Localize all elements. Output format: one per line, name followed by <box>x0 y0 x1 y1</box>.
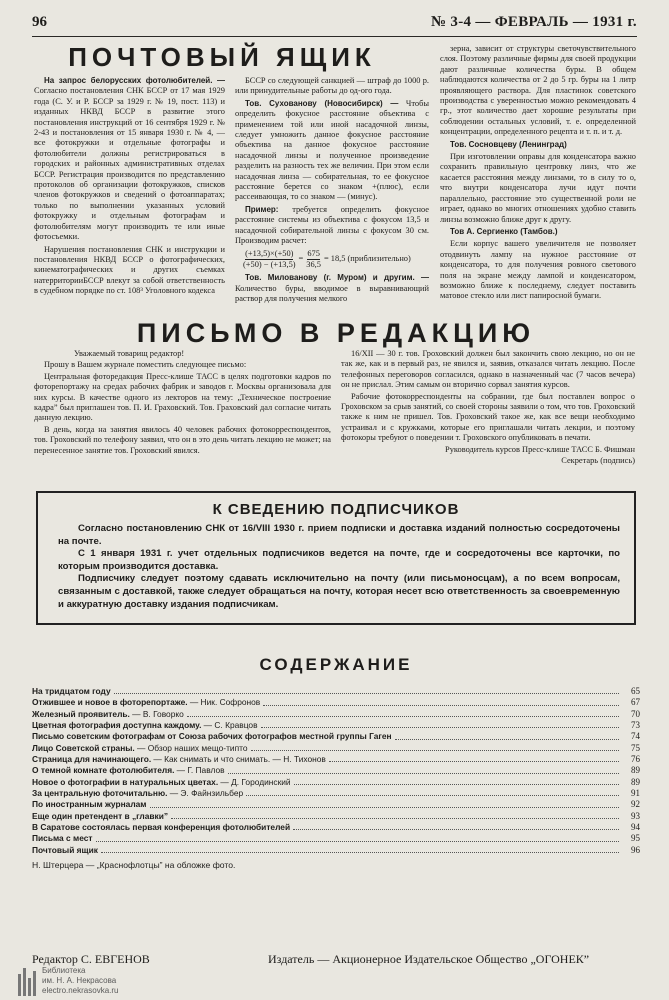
mailbox-column-1 <box>34 76 225 314</box>
library-url: electro.nekrasovka.ru <box>42 986 119 995</box>
contents-item-page: 94 <box>631 822 640 833</box>
letter-salutation: Уважаемый товарищ редактор! <box>74 349 185 358</box>
contents-leader-dots <box>150 799 620 807</box>
contents-item-page: 91 <box>631 788 640 799</box>
mailbox-answer-text: При изготовлении оправы для конденсатора важно сохранить правильную центровку линз, что же касается расстояния между линзами, то в силу то о, что внутри конденсатора лучи идут почти параллельно, расстояние это существенной роли не играет, однако во многих отношениях удобно ставить линзы возможно ближе друг к другу. <box>440 152 636 224</box>
contents-item-author: — Э. Файнзильбер <box>169 788 244 799</box>
letter-paragraph: В день, когда на занятия явилось 40 человек рабочих фотокорреспондентов, тов. Гроховский по телефону заявил, что он в это день читать лекцию не может; на перенесенное занятие тов. Гроховский явился. <box>34 424 331 455</box>
contents-item-author: — С. Кравцов <box>203 720 258 731</box>
contents-item <box>32 731 640 742</box>
mailbox-answer-lead: Пример: <box>245 204 279 214</box>
contents-item-title: Новое о фотографии в натуральных цветах. <box>32 776 219 787</box>
mailbox-column-2 <box>235 76 429 314</box>
editor-credit: Редактор С. ЕВГЕНОВ <box>32 952 150 966</box>
letter-paragraph: Рабочие фотокорреспонденты на собрании, где был поставлен вопрос о Гроховском за срыв занятий, со своей стороны заявили о том, что тов. Гроховский также к ним не пришел. Тов. Гроховский такое же, как все вещи необходимо устраивал и с кружками, которые его приглашали читать лекции, и поэтому фотокоры требуют о поведении т. Гроховского опубликовать в печати. <box>341 391 635 443</box>
publisher-credit: Издатель — Акционерное Издательское Общество „ОГОНЕК” <box>268 952 590 966</box>
mailbox-answer-text: Согласно постановления СНК БССР от 17 мая 1929 года (С. У. и Р. БССР за 1929 г. № 19, пост. 113) и изданных НКВД БССР в развитие этого постановления инструкций от 16 сентября 1929 г. № 2-43 и постановления от 15 января 1930 г. № 4, — все фотокружки и отдельные фотографы и фотолюбители должны регистрироваться в городских и районных административных отделах БССР. Регистрация производится по представлению протоколов об организации фотокружков, списков членов фотокружков и сведений о фотоаппаратах; только по выполнении указанных условий фотокружку и отдельным фотографам и фотолюбителям могут производить те или иные фотосъемки. <box>34 86 225 242</box>
contents-item-title: Отжившее и новое в фоторепортаже. <box>32 697 188 708</box>
contents-leader-dots <box>263 697 619 705</box>
contents-leader-dots <box>171 811 619 819</box>
contents-item-title: По иностранным журналам <box>32 799 147 810</box>
notice-paragraph: Согласно постановлению СНК от 16/VIII 1930 г. прием подписки и доставка изданий полностью сосредоточены на почте. <box>58 523 620 547</box>
lens-formula: $\frac{(+13,5)\times(+50)}{(+50) - (+13,5)}$ = $\frac{675}{36,5}$ = 18,5 (приблизительно) <box>243 248 411 269</box>
mailbox-answer-lead: Тов. Милованову (г. Муром) и другим. — <box>245 273 429 283</box>
letter-signature: Секретарь (подпись) <box>561 456 635 466</box>
mailbox-answer-lead: На запрос белорусских фотолюбителей. — <box>44 76 225 85</box>
letter-title: ПИСЬМО В РЕДАКЦИЮ <box>136 318 536 348</box>
contents-item-author: — Ник. Софронов <box>189 697 261 708</box>
contents-item-page: 65 <box>631 686 640 696</box>
cover-note: Н. Штерцера — „Краснофлотцы” на обложке фото. <box>32 860 236 870</box>
contents-item-author: — В. Говорко <box>132 708 184 719</box>
library-name-line-2: им. Н. А. Некрасова <box>42 976 117 985</box>
contents-leader-dots <box>96 833 619 841</box>
mailbox-answer-lead: Тов. Сухованову (Новосибирск) — <box>245 98 399 108</box>
contents-item <box>32 788 640 799</box>
letter-column-right <box>341 349 635 479</box>
contents-item-title: На тридцатом году <box>32 686 111 696</box>
contents-leader-dots <box>261 720 619 728</box>
formula-denominator: (+50) − (+13,5) <box>243 259 296 269</box>
formula-fraction-denominator: 36,5 <box>306 259 321 269</box>
contents-item <box>32 811 640 822</box>
contents-item-page: 92 <box>631 799 640 810</box>
contents-item-title: О темной комнате фотолюбителя. <box>32 765 175 776</box>
contents-item-title: Почтовый ящик <box>32 844 98 855</box>
letter-paragraph: Центральная фоторедакция Пресс-клише ТАСС в целях подготовки кадров по фоторепортажу на средах рабочих фабрик и заводов г. Москвы организовала для них курсы. В качестве одного из лекторов на тему: „Техническое построение кадра” был приглашен тов. П. И. Граховский. Тов. Граховский дал согласие читать данную лекцию. <box>34 371 331 423</box>
contents-item-page: 70 <box>631 708 640 719</box>
subscribers-notice-box <box>36 491 636 625</box>
mailbox-answer-text: Чтобы определить фокусное расстояние объектива с применением той или иной насадочной линзы, следует умножить данное фокусное расстояние объектива на данное фокусное расстояние насадочной линзы и полученное произведение разделить на разность тех же величин. При этом если насадочная линза — собирательная, то ее фокусное расстояние берется со знаком +(плюс), если рассеивающая, то со знаком — (минус). <box>235 98 429 202</box>
contents-item <box>32 777 640 788</box>
contents-item-title: Страница для начинающего. <box>32 754 152 765</box>
contents-leader-dots <box>294 777 619 785</box>
letter-column-left <box>34 349 331 474</box>
contents-item <box>32 709 640 720</box>
contents-item-title: Письмо советским фотографам от Союза рабочих фотографов местной группы Гаген <box>32 731 392 742</box>
contents-leader-dots <box>329 754 619 762</box>
contents-leader-dots <box>395 731 619 739</box>
contents-item <box>32 799 640 810</box>
contents-item-author: — Как снимать и что снимать. — Н. Тихонов <box>153 754 326 765</box>
contents-item-page: 96 <box>631 844 640 855</box>
mailbox-answer-lead: Тов. Сосновцеву (Ленинград) <box>450 139 567 149</box>
contents-item-page: 89 <box>631 765 640 776</box>
mailbox-title: ПОЧТОВЫЙ ЯЩИК <box>68 42 376 72</box>
contents-leader-dots <box>101 845 619 853</box>
contents-item-page: 89 <box>631 776 640 787</box>
contents-item-page: 67 <box>631 697 640 708</box>
formula-fraction-numerator: 675 <box>307 249 320 260</box>
mailbox-answer-text: БССР со следующей санкцией — штраф до 1000 р. или принудительные работы до од-ого года. <box>235 76 429 96</box>
contents-item <box>32 845 640 856</box>
contents-leader-dots <box>228 765 619 773</box>
contents-item-author: — Д. Городинский <box>220 776 291 787</box>
mailbox-answer-text: Нарушения постановления СНК и инструкции и постановления НКВД БССР о фотографических, кинематографических и других съемках натерриторииБССР влекут за собой ответственность в судебном порядке по ст. 108³ Уголовного кодекса <box>34 244 225 296</box>
page-number: 96 <box>32 14 47 30</box>
contents-item <box>32 697 640 708</box>
library-name: Библиотека <box>42 966 86 975</box>
contents-list <box>32 686 640 856</box>
contents-item-author: — Г. Павлов <box>176 765 225 776</box>
contents-item-title: Лицо Советской страны. <box>32 742 135 753</box>
contents-item <box>32 720 640 731</box>
contents-item-author: — Обзор наших мещо-типто <box>137 742 248 753</box>
contents-leader-dots <box>187 709 619 717</box>
mailbox-answer-text: требуется определить фокусное расстояние системы из объектива с фокусом 13,5 и насадочной собирательной линзы с фокусом 30 см. Производим расчет: <box>235 204 429 246</box>
contents-item-page: 75 <box>631 742 640 753</box>
contents-title: СОДЕРЖАНИЕ <box>259 655 413 674</box>
contents-item-page: 93 <box>631 810 640 821</box>
notice-body <box>58 523 620 611</box>
mailbox-answer-text: Если корпус вашего увеличителя не позволяет отодвинуть лампу на нужное расстояние от конденсатора, то для получения ровного светового поля на экране между лампой и конденсатором, возможно ближе к последнему, следует поставить матовое стекло или лист папиросной бумаги. <box>440 239 636 301</box>
issue-line: № 3-4 — ФЕВРАЛЬ — 1931 г. <box>430 14 637 30</box>
contents-item-title: В Саратове состоялась первая конференция фотолюбителей <box>32 822 291 833</box>
contents-item-title: Еще один претендент в „главки” <box>32 810 169 821</box>
contents-item-title: Цветная фотография доступна каждому. <box>32 720 202 731</box>
contents-item <box>32 765 640 776</box>
letter-paragraph: Прошу в Вашем журнале поместить следующее письмо: <box>44 360 247 370</box>
contents-leader-dots <box>114 686 619 694</box>
letter-paragraph: 16/XII — 30 г. тов. Гроховский должен был закончить свою лекцию, но он не так же, как и в первый раз, не явился и, заявив, отказался читать лекцию. После телефонных переговоров согласился, однако в назначенный час (7 часов вечера) он не прислал. Этим самым он вторично сорвал занятия курсов. <box>341 349 635 390</box>
contents-item <box>32 822 640 833</box>
contents-item-title: За центральную фоточитальню. <box>32 788 168 799</box>
formula-result: = 18,5 (приблизительно) <box>323 254 411 264</box>
contents-item-page: 74 <box>631 731 640 742</box>
contents-item <box>32 686 640 697</box>
mailbox-answer-lead: Тов А. Сергиенко (Тамбов.) <box>450 226 558 236</box>
mailbox-column-3 <box>440 44 636 316</box>
contents-item <box>32 754 640 765</box>
contents-leader-dots <box>251 743 619 751</box>
library-logo-icon <box>18 966 40 996</box>
running-head <box>32 14 637 37</box>
mailbox-answer-text: Количество буры, вводимое в выравнивающий раствор для получения мелкого <box>235 283 429 304</box>
notice-title: К СВЕДЕНИЮ ПОДПИСЧИКОВ <box>212 501 460 518</box>
contents-item-title: Письма с мест <box>32 833 93 844</box>
contents-leader-dots <box>293 822 619 830</box>
contents-item-title: Железный проявитель. <box>32 708 130 719</box>
contents-item-page: 95 <box>631 833 640 844</box>
notice-paragraph: Подписчику следует поэтому сдавать исключительно на почту (или письмоносцам), а по всем вопросам, связанным с доставкой, также следует обращаться на почту, которая несет всю ответственность за своевременную и аккуратную доставку издания подписчикам. <box>58 573 620 610</box>
footer <box>32 952 640 968</box>
contents-item <box>32 743 640 754</box>
formula-numerator: (+13,5)×(+50) <box>245 249 293 260</box>
letter-signature: Руководитель курсов Пресс-клише ТАСС Б. Фишман <box>445 444 635 454</box>
mailbox-answer-text: зерна, зависит от структуры светочувствительного слоя. Поэтому различные фирмы для своей продукции дают различные количества буры. В общем наблюдаются количества от 2 до 5 гр. буры на 1 литр проявляющего раствора. Для пластинок советского производства с уверенностью можно рекомендовать 4 гр., этот количество дает хорошие результаты при соблюдении остальных условий, т. е. определенной концентрации, определенного рецепта и т. п. и т. д. <box>440 44 636 137</box>
contents-item <box>32 833 640 844</box>
contents-item-page: 73 <box>631 720 640 731</box>
contents-item-page: 76 <box>631 754 640 765</box>
contents-leader-dots <box>246 788 619 796</box>
notice-paragraph: С 1 января 1931 г. учет отдельных подписчиков ведется на почте, где и сосредоточены все карточки, по которым производится доставка. <box>58 548 620 572</box>
